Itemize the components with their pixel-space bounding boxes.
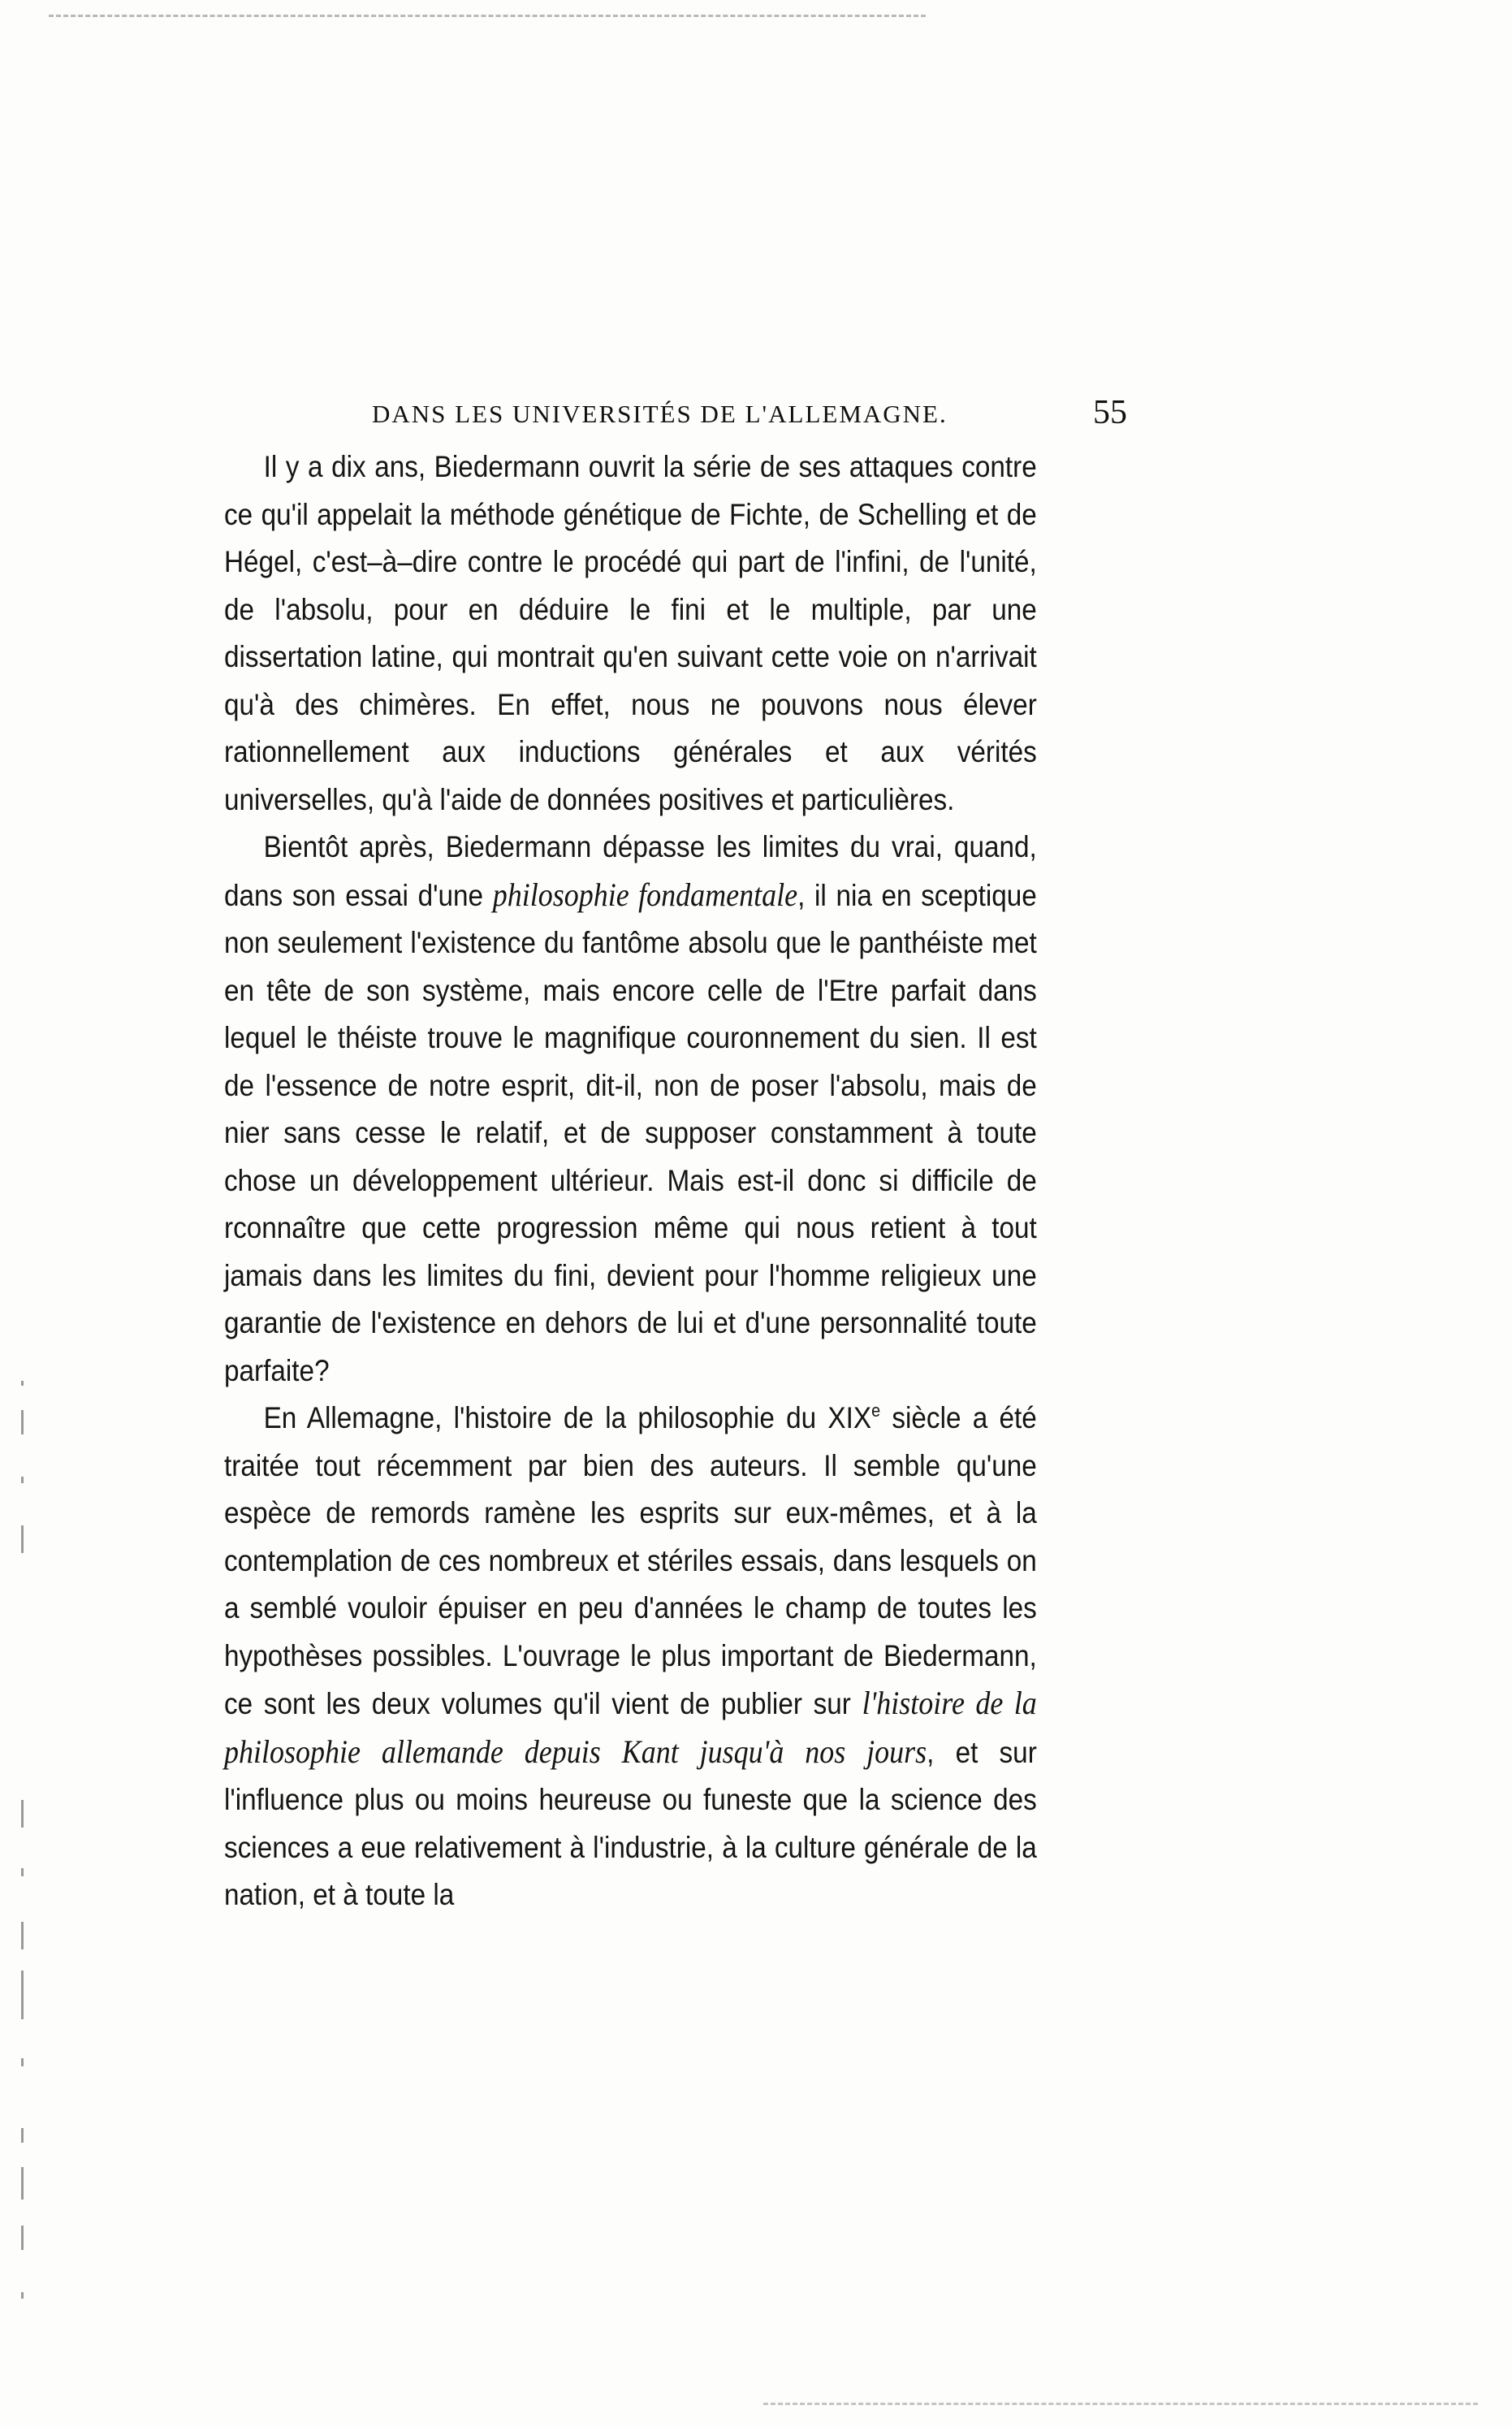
scan-bottom-edge-mark (763, 2403, 1478, 2405)
running-title: DANS LES UNIVERSITÉS DE L'ALLEMAGNE. (372, 400, 948, 428)
paragraph-2-text-end: , il nia en sceptique non seulement l'existence du fantôme absolu que le panthéiste met en tête de son système, mais encore celle de l'Etre parfait dans lequel le théiste trouve le magnifique couronnement du sien. Il est de l'essence de notre esprit, dit-il, non de poser l'absolu, mais de nier sans cesse le relatif, et de supposer constamment à toute chose un développement ultérieur. Mais est-il donc si difficile de rconnaître que cette progression même qui nous retient à tout jamais dans les limites du fini, devient pour l'homme religieux une garantie de l'existence en dehors de lui et d'une personnalité toute parfaite? (224, 878, 1037, 1387)
paragraph-3 (224, 1395, 1037, 1919)
italic-title-histoire-philosophie: l'histoire de la philosophie allemande depuis Kant jusqu'à nos jours (224, 1685, 1037, 1770)
paragraph-1 (224, 443, 1037, 824)
page-number: 55 (1093, 394, 1127, 431)
paragraph-1-text: Il y a dix ans, Biedermann ouvrit la série de ses attaques contre ce qu'il appelait la méthode génétique de Fichte, de Schelling et de Hégel, c'est–à–dire contre le procédé qui part de l'infini, de l'unité, de l'absolu, pour en déduire le fini et le multiple, par une dissertation latine, qui montrait qu'en suivant cette voie on n'arrivait qu'à des chimères. En effet, nous ne pouvons nous élever rationnellement aux inductions générales et aux vérités universelles, qu'à l'aide de données positives et particulières. (224, 450, 1037, 816)
scan-margin-marks (21, 1381, 29, 2356)
paragraph-3-text-middle: siècle a été traitée tout récemment par bien des auteurs. Il semble qu'une espèce de remords ramène les esprits sur eux-mêmes, et à la contemplation de ces nombreux et stériles essais, dans lesquels on a semblé vouloir épuiser en peu d'années le champ de toutes les hypothèses possibles. L'ouvrage le plus important de Biedermann, ce sont les deux volumes qu'il vient de publier sur (224, 1401, 1037, 1720)
paragraph-2 (224, 824, 1037, 1395)
paragraph-2-text-start: Bientôt après, Biedermann dépasse les limites du vrai, quand, dans son essai d'une (224, 830, 1037, 912)
century-superscript: e (871, 1400, 881, 1421)
scan-top-edge-mark (49, 15, 926, 17)
italic-title-philosophie-fondamentale: philosophie fondamentale (492, 876, 798, 913)
running-head (372, 393, 1127, 442)
paragraph-3-text-end: , et sur l'influence plus ou moins heureuse ou funeste que la science des sciences a eue relativement à l'industrie, à la culture générale de la nation, et à toute la (224, 1735, 1037, 1911)
paragraph-3-text-start: En Allemagne, l'histoire de la philosophie du XIX (263, 1401, 872, 1434)
body-text (224, 443, 1037, 1919)
